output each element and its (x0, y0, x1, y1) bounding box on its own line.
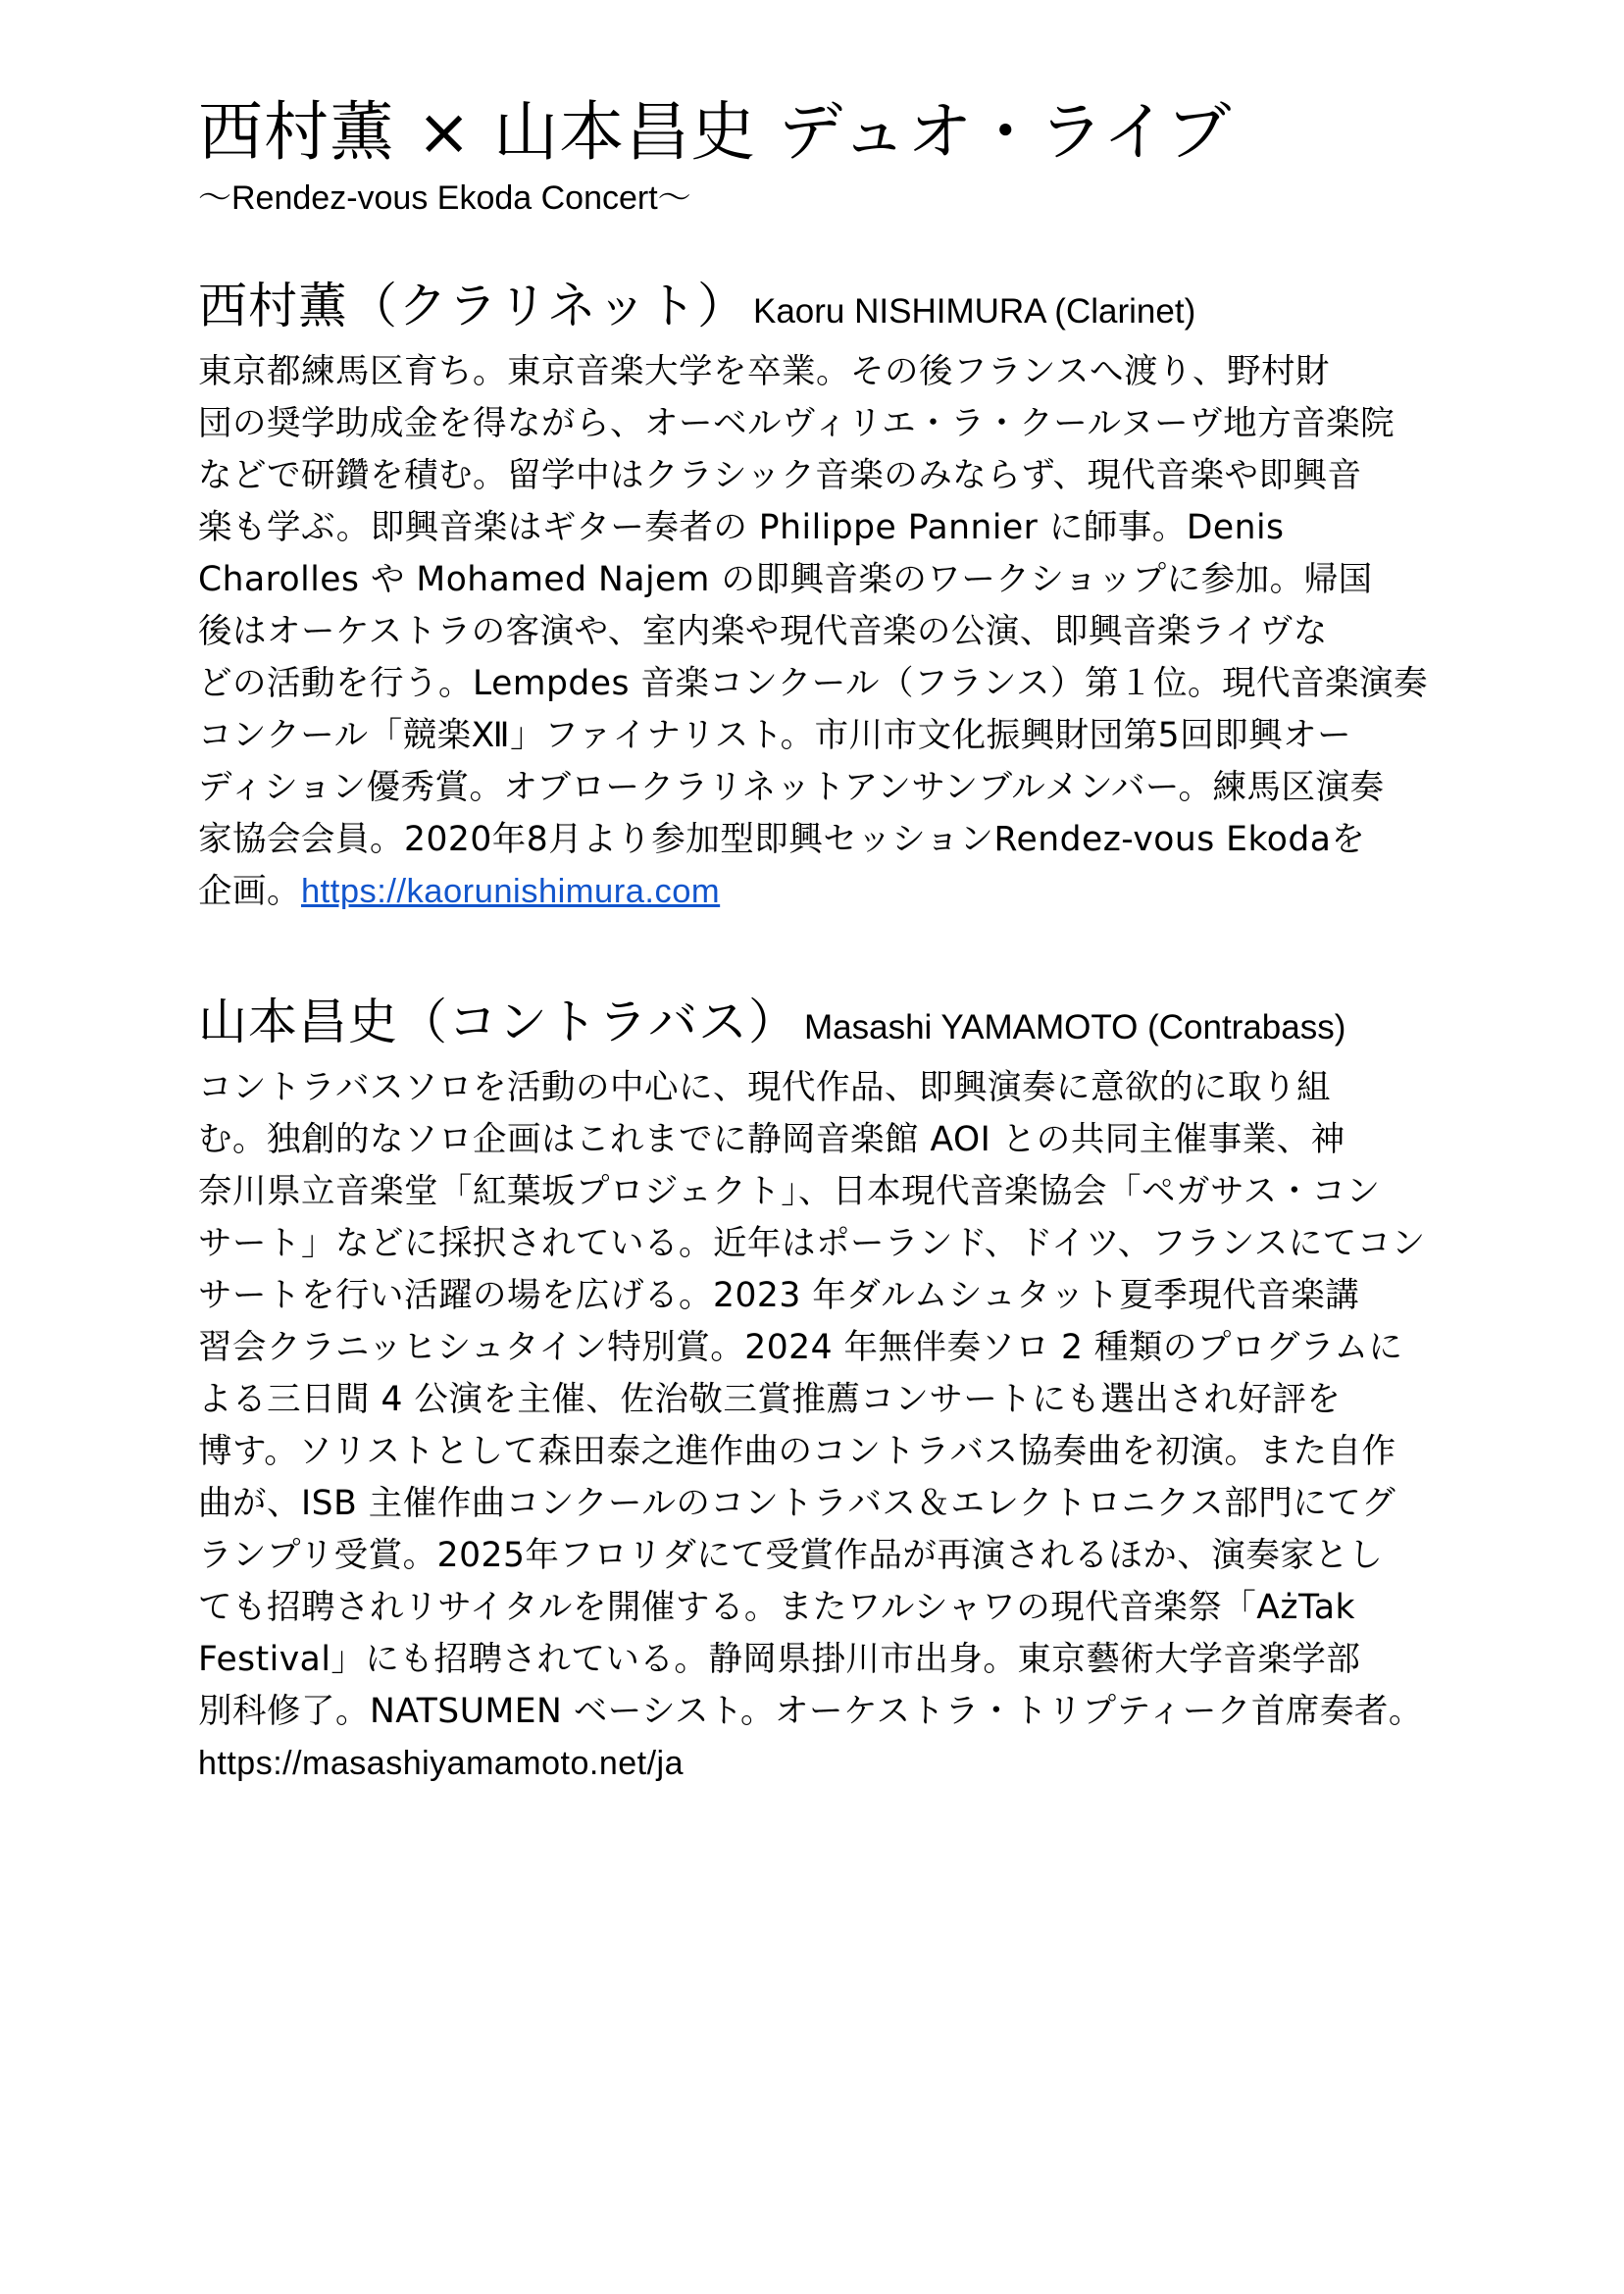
profile-name-ja: 西村薫（クラリネット） (198, 278, 747, 334)
bio-line-last (198, 866, 1444, 918)
bio-line: どの活動を行う。Lempdes 音楽コンクール（フランス）第１位。現代音楽演奏 (198, 664, 1428, 703)
profile-heading (198, 991, 1444, 1062)
bio-line: などで研鑽を積む。留学中はクラシック音楽のみならず、現代音楽や即興音 (198, 456, 1362, 495)
profile-heading (198, 275, 1444, 346)
bio-line: サートを行い活躍の場を広げる。2023 年ダルムシュタット夏季現代音楽講 (198, 1276, 1360, 1315)
bio-line: サート」などに採択されている。近年はポーランド、ドイツ、フランスにてコン (198, 1224, 1426, 1263)
document-page (198, 88, 1444, 1782)
bio-line: Festival」にも招聘されている。静岡県掛川市出身。東京藝術大学音楽学部 (198, 1640, 1361, 1679)
bio-line: 博す。ソリストとして森田泰之進作曲のコントラバス協奏曲を初演。また自作 (198, 1432, 1396, 1471)
profile-bio (198, 1062, 1444, 1790)
website-link[interactable]: https://kaorunishimura.com (301, 873, 721, 910)
bio-line: む。独創的なソロ企画はこれまでに静岡音楽館 AOI との共同主催事業、神 (198, 1120, 1345, 1159)
profile-name-en: Kaoru NISHIMURA (Clarinet) (753, 292, 1196, 331)
bio-line: 曲が、ISB 主催作曲コンクールのコントラバス＆エレクトロニクス部門にてグ (198, 1484, 1396, 1523)
profile-yamamoto (198, 991, 1444, 1790)
profile-nishimura (198, 275, 1444, 918)
bio-line: ランプリ受賞。2025年フロリダにて受賞作品が再演されるほか、演奏家とし (198, 1536, 1384, 1575)
bio-line: 楽も学ぶ。即興音楽はギター奏者の Philippe Pannier に師事。Denis (198, 508, 1285, 547)
website-url-text: https://masashiyamamoto.net/ja (198, 1745, 685, 1782)
bio-line: 習会クラニッヒシュタイン特別賞。2024 年無伴奏ソロ 2 種類のプログラムに (198, 1328, 1403, 1367)
profile-name-ja: 山本昌史（コントラバス） (198, 994, 798, 1050)
page-subtitle: 〜Rendez-vous Ekoda Concert〜 (198, 179, 691, 217)
bio-line: ディション優秀賞。オブロークラリネットアンサンブルメンバー。練馬区演奏 (198, 768, 1385, 807)
bio-line: コンクール「競楽Ⅻ」ファイナリスト。市川市文化振興財団第5回即興オー (198, 716, 1352, 755)
profile-name-en: Masashi YAMAMOTO (Contrabass) (804, 1008, 1346, 1046)
page-title: 西村薫 × 山本昌史 デュオ・ライブ (198, 94, 1233, 170)
bio-line: コントラバスソロを活動の中心に、現代作品、即興演奏に意欲的に取り組 (198, 1068, 1331, 1107)
bio-line: Charolles や Mohamed Najem の即興音楽のワークショップに参加。帰国 (198, 560, 1373, 599)
bio-line: 家協会会員。2020年8月より参加型即興セッションRendez-vous Ekodaを (198, 820, 1366, 859)
bio-line: 東京都練馬区育ち。東京音楽大学を卒業。その後フランスへ渡り、野村財 (198, 352, 1330, 391)
bio-line: 団の奨学助成金を得ながら、オーベルヴィリエ・ラ・クールヌーヴ地方音楽院 (198, 404, 1396, 443)
bio-line: ても招聘されリサイタルを開催する。またワルシャワの現代音楽祭「AżTak (198, 1588, 1355, 1627)
bio-line: よる三日間 4 公演を主催、佐治敬三賞推薦コンサートにも選出され好評を (198, 1380, 1342, 1419)
bio-line: 別科修了。NATSUMEN ベーシスト。オーケストラ・トリプティーク首席奏者。 (198, 1692, 1423, 1731)
bio-last-prefix: 企画。 (198, 872, 301, 911)
bio-line: 後はオーケストラの客演や、室内楽や現代音楽の公演、即興音楽ライヴな (198, 612, 1328, 651)
profile-bio (198, 346, 1444, 918)
bio-line: 奈川県立音楽堂「紅葉坂プロジェクト」、日本現代音楽協会「ペガサス・コン (198, 1172, 1381, 1211)
